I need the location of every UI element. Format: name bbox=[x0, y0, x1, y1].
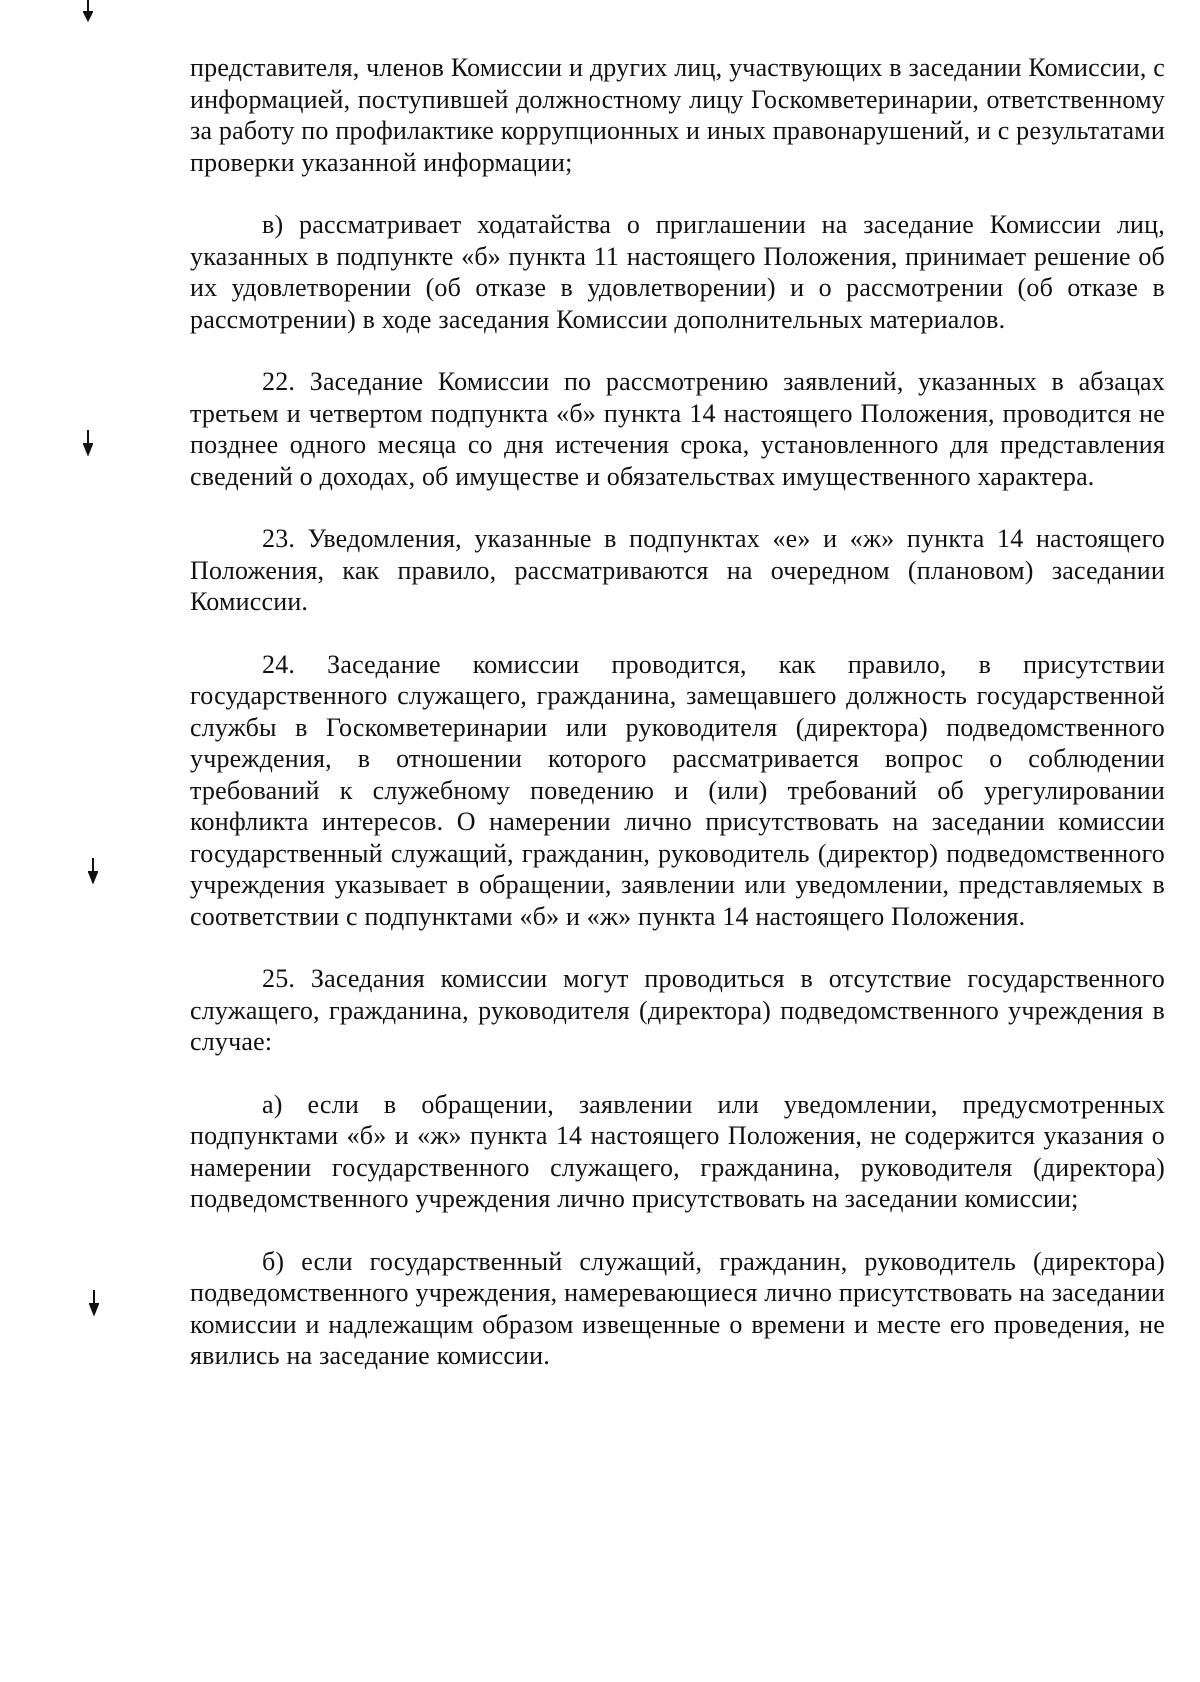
punch-hole-mark bbox=[88, 858, 98, 884]
paragraph-subitem-v: в) рассматривает ходатайства о приглашении на заседание Комиссии лиц, указанных в подпункте «б» пункта 11 настоящего Положения, принимает решение об их удовлетворении (об отказе в удовлетворении) и о рассмотрении (об отказе в рассмотрении) в ходе заседания Комиссии дополнительных материалов. bbox=[190, 210, 1165, 334]
punch-hole-mark bbox=[83, 0, 93, 26]
punch-hole-mark bbox=[83, 430, 93, 456]
paragraph-item-22: 22. Заседание Комиссии по рассмотрению заявлений, указанных в абзацах третьем и четвертом подпункта «б» пункта 14 настоящего Положения, проводится не позднее одного месяца со дня истечения срока, установленного для представления сведений о доходах, об имуществе и обязательствах имущественного характера. bbox=[190, 367, 1165, 491]
paragraph-subitem-b: б) если государственный служащий, гражданин, руководитель (директора) подведомственного учреждения, намеревающиеся лично присутствовать на заседании комиссии и надлежащим образом извещенные о времени и месте его проведения, не явились на заседание комиссии. bbox=[190, 1246, 1165, 1370]
paragraph-item-25: 25. Заседания комиссии могут проводиться в отсутствие государственного служащего, гражданина, руководителя (директора) подведомственного учреждения в случае: bbox=[190, 964, 1165, 1056]
paragraph-item-23: 23. Уведомления, указанные в подпунктах «е» и «ж» пункта 14 настоящего Положения, как правило, рассматриваются на очередном (плановом) заседании Комиссии. bbox=[190, 524, 1165, 616]
paragraph-continuation: представителя, членов Комиссии и других лиц, участвующих в заседании Комиссии, с информацией, поступившей должностному лицу Госкомветеринарии, ответственному за работу по профилактике коррупционных и иных правонарушений, и с результатами проверки указанной информации; bbox=[190, 53, 1165, 177]
paragraph-item-24: 24. Заседание комиссии проводится, как правило, в присутствии государственного служащего, гражданина, замещавшего должность государственной службы в Госкомветеринарии или руководителя (директора) подведомственного учреждения, в отношении которого рассматривается вопрос о соблюдении требований к служебному поведению и (или) требований об урегулировании конфликта интересов. О намерении лично присутствовать на заседании комиссии государственный служащий, гражданин, руководитель (директор) подведомственного учреждения указывает в обращении, заявлении или уведомлении, представляемых в соответствии с подпунктами «б» и «ж» пункта 14 настоящего Положения. bbox=[190, 649, 1165, 931]
punch-hole-mark bbox=[89, 1290, 99, 1316]
paragraph-subitem-a: а) если в обращении, заявлении или уведомлении, предусмотренных подпунктами «б» и «ж» пункта 14 настоящего Положения, не содержится указания о намерении государственного служащего, гражданина, руководителя (директора) подведомственного учреждения лично присутствовать на заседании комиссии; bbox=[190, 1089, 1165, 1213]
document-body bbox=[190, 52, 1165, 1403]
